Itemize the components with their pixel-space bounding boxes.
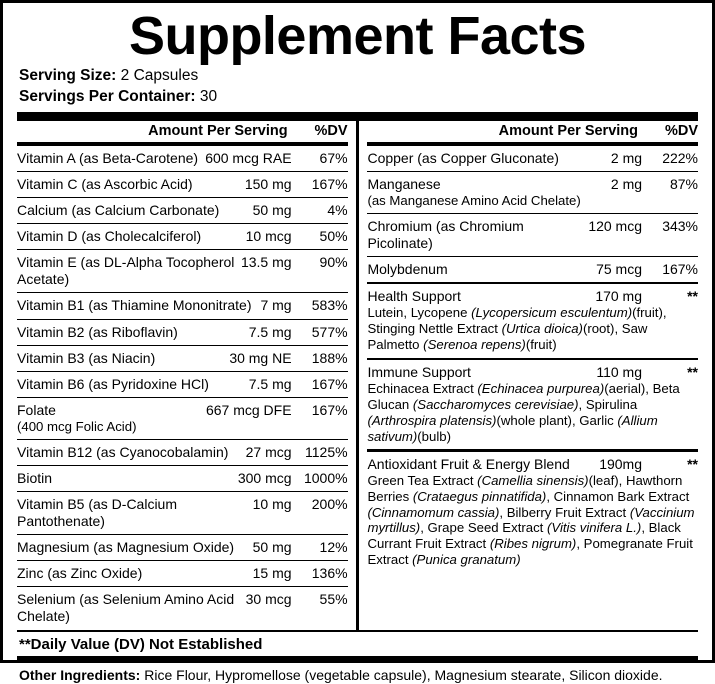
column-divider bbox=[356, 121, 360, 630]
blend-header bbox=[367, 360, 698, 381]
table-row bbox=[17, 224, 348, 250]
serving-size-value: 2 Capsules bbox=[120, 67, 199, 85]
blend-ingredients bbox=[367, 381, 698, 450]
table-row bbox=[17, 561, 348, 587]
latin-name: (Vitis vinifera L.) bbox=[547, 520, 642, 536]
table-row bbox=[17, 250, 348, 293]
page-title: Supplement Facts bbox=[128, 6, 587, 66]
table-row bbox=[17, 398, 348, 440]
nutrient-name: Manganese (as Manganese Amino Acid Chelate) bbox=[367, 176, 610, 209]
header-percent-dv-right: %DV bbox=[664, 122, 699, 139]
column-header-right bbox=[367, 121, 698, 142]
nutrient-name: Selenium (as Selenium Amino Acid Chelate) bbox=[17, 591, 235, 625]
facts-column-right bbox=[365, 121, 698, 630]
header-amount-per-serving-left: Amount Per Serving bbox=[148, 122, 288, 139]
servings-per-container-value: 30 bbox=[199, 87, 218, 105]
nutrient-amount: 50 mg bbox=[252, 539, 292, 556]
nutrient-name: Vitamin C (as Ascorbic Acid) bbox=[17, 176, 193, 193]
nutrient-amount: 13.5 mg bbox=[240, 254, 292, 271]
latin-name: (Saccharomyces cerevisiae) bbox=[412, 396, 579, 412]
nutrient-amount: 2 mg bbox=[610, 176, 643, 193]
latin-name: (Ribes nigrum) bbox=[489, 536, 577, 552]
ingredient-text: (leaf), Hawthorn Berries bbox=[367, 472, 683, 504]
nutrient-percent-dv: 167% bbox=[662, 261, 699, 278]
nutrient-amount: 600 mcg RAE bbox=[205, 149, 292, 166]
table-row bbox=[17, 346, 348, 372]
table-row bbox=[17, 440, 348, 466]
ingredient-text: , Cinnamon Bark Extract bbox=[546, 488, 690, 504]
ingredient-text: , Black Currant Fruit Extract bbox=[367, 520, 681, 552]
latin-name: (Crataegus pinnatifida) bbox=[412, 488, 547, 504]
nutrient-name: Vitamin E (as DL-Alpha Tocopherol Acetate) bbox=[17, 254, 235, 288]
ingredient-text: , Spirulina bbox=[578, 396, 638, 412]
blend-amount: 110 mg bbox=[596, 364, 643, 380]
nutrient-percent-dv: 167% bbox=[311, 375, 348, 392]
nutrient-amount: 10 mcg bbox=[245, 228, 292, 245]
serving-size-label: Serving Size: bbox=[19, 67, 117, 85]
blend-list bbox=[367, 282, 698, 572]
ingredient-text: (root), Saw Palmetto bbox=[367, 320, 648, 352]
blend-header bbox=[367, 284, 698, 305]
other-ingredients bbox=[17, 667, 698, 684]
blend-amount: 170 mg bbox=[595, 287, 643, 304]
header-percent-dv-left: %DV bbox=[314, 122, 348, 139]
nutrient-percent-dv: 4% bbox=[327, 202, 348, 219]
nutrient-name: Vitamin B1 (as Thiamine Mononitrate) bbox=[17, 297, 252, 314]
latin-name: (Lycopersicum esculentum) bbox=[471, 304, 633, 320]
nutrient-amount: 667 mcg DFE bbox=[205, 401, 292, 418]
nutrient-name: Vitamin B5 (as D-Calcium Pantothenate) bbox=[17, 496, 178, 530]
blend-percent-dv: ** bbox=[687, 455, 699, 472]
blend-name: Health Support bbox=[367, 287, 461, 304]
nutrient-percent-dv: 90% bbox=[319, 254, 348, 271]
nutrient-amount: 30 mg NE bbox=[229, 349, 292, 366]
nutrient-name: Vitamin B2 (as Riboflavin) bbox=[17, 323, 178, 340]
ingredient-text: , Pomegranate Fruit Extract bbox=[367, 536, 693, 568]
table-row bbox=[17, 587, 348, 629]
nutrient-percent-dv: 222% bbox=[662, 149, 699, 166]
nutrient-subline: (400 mcg Folic Acid) bbox=[17, 418, 137, 434]
nutrient-percent-dv: 55% bbox=[319, 591, 348, 608]
facts-columns bbox=[17, 121, 698, 630]
latin-name: (Urtica dioica) bbox=[501, 320, 583, 336]
nutrient-amount: 27 mcg bbox=[245, 443, 292, 460]
table-row bbox=[367, 146, 698, 172]
nutrient-name: Biotin bbox=[17, 470, 53, 487]
facts-column-left bbox=[17, 121, 356, 630]
nutrient-percent-dv: 167% bbox=[311, 176, 348, 193]
latin-name: (Cinnamomum cassia) bbox=[367, 504, 500, 520]
latin-name: (Echinacea purpurea) bbox=[477, 381, 605, 396]
blend-percent-dv: ** bbox=[687, 287, 699, 304]
nutrient-amount: 50 mg bbox=[252, 202, 292, 219]
ingredient-text: (aerial), Beta Glucan bbox=[367, 381, 680, 412]
table-row bbox=[367, 257, 698, 282]
other-ingredients-value: Rice Flour, Hypromellose (vegetable capsule), Magnesium stearate, Silicon dioxide. bbox=[144, 666, 663, 683]
nutrient-name: Vitamin B3 (as Niacin) bbox=[17, 349, 156, 366]
nutrient-name: Vitamin B12 (as Cyanocobalamin) bbox=[17, 443, 229, 460]
nutrient-name: Magnesium (as Magnesium Oxide) bbox=[17, 539, 235, 556]
blend-header bbox=[367, 452, 698, 473]
nutrient-amount: 7.5 mg bbox=[248, 375, 292, 392]
nutrient-amount: 2 mg bbox=[610, 149, 643, 166]
nutrient-percent-dv: 136% bbox=[311, 565, 348, 582]
nutrient-name: Vitamin B6 (as Pyridoxine HCl) bbox=[17, 375, 209, 392]
table-row bbox=[17, 466, 348, 492]
nutrient-percent-dv: 87% bbox=[669, 176, 699, 193]
latin-name: (Arthrospira platensis) bbox=[367, 412, 497, 428]
ingredient-text: (fruit), Stinging Nettle Extract bbox=[367, 304, 667, 336]
servings-per-container-label: Servings Per Container: bbox=[19, 87, 196, 105]
dv-footnote: **Daily Value (DV) Not Established bbox=[19, 635, 263, 653]
nutrient-amount: 30 mcg bbox=[245, 591, 292, 608]
blend-amount: 190mg bbox=[599, 455, 643, 472]
nutrient-percent-dv: 12% bbox=[319, 539, 348, 556]
nutrient-name: Folate (400 mcg Folic Acid) bbox=[17, 402, 206, 435]
table-row bbox=[367, 214, 698, 257]
nutrient-percent-dv: 343% bbox=[662, 218, 699, 235]
nutrient-percent-dv: 50% bbox=[319, 228, 348, 245]
divider-thick-bottom bbox=[17, 656, 698, 663]
nutrient-percent-dv: 167% bbox=[311, 401, 348, 418]
divider-thick-top bbox=[17, 112, 698, 121]
blend-name: Antioxidant Fruit & Energy Blend bbox=[367, 455, 570, 472]
ingredient-text: Lutein, Lycopene bbox=[367, 304, 472, 320]
latin-name: (Vaccinium myrtillus) bbox=[367, 504, 695, 536]
blend-percent-dv: ** bbox=[687, 364, 699, 380]
blend-ingredients bbox=[367, 305, 698, 359]
nutrient-percent-dv: 188% bbox=[311, 349, 348, 366]
latin-name: (Allium sativum) bbox=[367, 412, 658, 444]
latin-name: (Serenoa repens) bbox=[423, 336, 526, 352]
nutrient-percent-dv: 1000% bbox=[303, 470, 348, 487]
other-ingredients-label: Other Ingredients: bbox=[19, 666, 141, 683]
table-row bbox=[17, 372, 348, 398]
serving-size-line bbox=[19, 66, 698, 86]
nutrient-table-left bbox=[17, 146, 348, 630]
header-amount-per-serving-right: Amount Per Serving bbox=[498, 122, 639, 139]
ingredient-text: , Bilberry Fruit Extract bbox=[499, 504, 630, 520]
nutrient-amount: 150 mg bbox=[244, 176, 292, 193]
blend-ingredients bbox=[367, 473, 698, 573]
nutrient-amount: 120 mcg bbox=[588, 218, 643, 235]
ingredient-text: (whole plant), Garlic bbox=[496, 412, 618, 428]
table-row bbox=[367, 172, 698, 214]
table-row bbox=[17, 172, 348, 198]
column-header-left bbox=[17, 121, 348, 142]
nutrient-percent-dv: 577% bbox=[311, 323, 348, 340]
nutrient-amount: 75 mcg bbox=[596, 261, 643, 278]
nutrient-amount: 300 mcg bbox=[237, 470, 292, 487]
ingredient-text: , Grape Seed Extract bbox=[420, 520, 548, 536]
table-row bbox=[17, 535, 348, 561]
ingredient-text: Green Tea Extract bbox=[367, 472, 478, 488]
ingredient-text: (fruit) bbox=[525, 336, 557, 352]
nutrient-amount: 7 mg bbox=[260, 297, 292, 314]
servings-per-container-line bbox=[19, 87, 698, 107]
ingredient-text: Echinacea Extract bbox=[367, 381, 478, 396]
nutrient-percent-dv: 583% bbox=[311, 297, 348, 314]
nutrient-name: Chromium (as Chromium Picolinate) bbox=[367, 218, 524, 252]
nutrient-name: Copper (as Copper Gluconate) bbox=[367, 149, 559, 166]
latin-name: (Punica granatum) bbox=[412, 552, 521, 568]
ingredient-text: (bulb) bbox=[417, 428, 451, 444]
table-row bbox=[17, 293, 348, 319]
nutrient-subline: (as Manganese Amino Acid Chelate) bbox=[367, 193, 581, 209]
nutrient-name: Zinc (as Zinc Oxide) bbox=[17, 565, 143, 582]
nutrient-name: Molybdenum bbox=[367, 261, 448, 278]
blend-name: Immune Support bbox=[367, 364, 471, 380]
nutrient-table-right bbox=[367, 146, 698, 282]
nutrient-amount: 10 mg bbox=[252, 496, 292, 513]
table-row bbox=[17, 146, 348, 172]
table-row bbox=[17, 492, 348, 535]
nutrient-percent-dv: 1125% bbox=[305, 443, 348, 460]
nutrient-name: Vitamin D (as Cholecalciferol) bbox=[17, 228, 202, 245]
latin-name: (Camellia sinensis) bbox=[477, 472, 589, 488]
nutrient-percent-dv: 200% bbox=[311, 496, 348, 513]
nutrient-amount: 15 mg bbox=[252, 565, 292, 582]
nutrient-percent-dv: 67% bbox=[319, 149, 348, 166]
table-row bbox=[17, 198, 348, 224]
nutrient-name: Calcium (as Calcium Carbonate) bbox=[17, 202, 220, 219]
nutrient-name: Vitamin A (as Beta-Carotene) bbox=[17, 149, 199, 166]
nutrient-amount: 7.5 mg bbox=[248, 323, 292, 340]
table-row bbox=[17, 320, 348, 346]
